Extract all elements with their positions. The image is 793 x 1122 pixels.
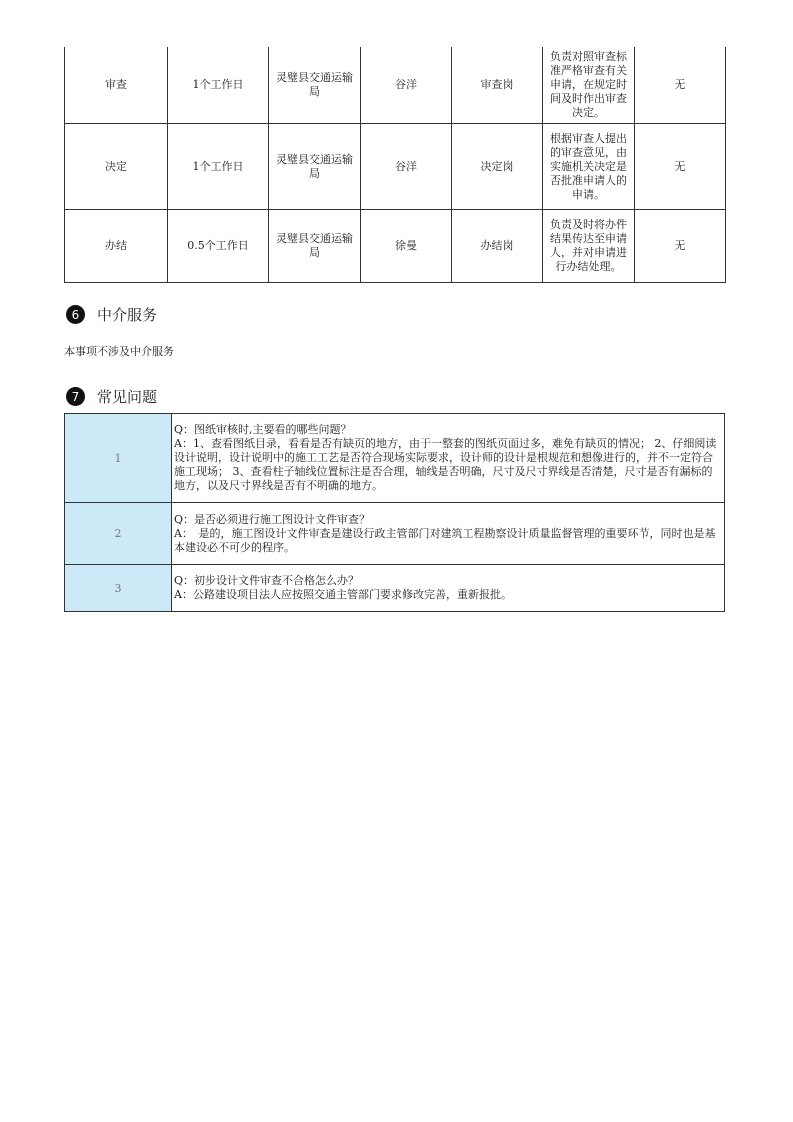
section-title: 中介服务 [97,306,158,324]
number-badge: 6 [66,305,85,324]
time-cell: 0.5个工作日 [168,210,269,283]
time-cell: 1个工作日 [168,47,269,124]
person-cell: 谷洋 [361,124,452,210]
time-cell: 1个工作日 [168,124,269,210]
faq-table [64,413,725,612]
desc-cell: 负责及时将办件结果传达至申请人，并对申请进行办结处理。 [543,210,635,283]
faq-row [65,503,725,565]
desc-cell: 负责对照审查标准严格审查有关申请，在规定时间及时作出审查决定。 [543,47,635,124]
person-cell: 徐曼 [361,210,452,283]
faq-number: 1 [65,414,172,503]
section-title: 常见问题 [97,388,158,406]
table-row [65,124,726,210]
note-cell: 无 [635,210,726,283]
post-cell: 办结岗 [452,210,543,283]
dept-cell: 灵璧县交通运输局 [269,47,361,124]
note-cell: 无 [635,47,726,124]
step-cell: 决定 [65,124,168,210]
intermediary-note: 本事项不涉及中介服务 [64,345,174,358]
section-heading-faq [66,386,157,407]
faq-content [172,565,725,612]
faq-answer: A：公路建设项目法人应按照交通主管部门要求修改完善，重新报批。 [174,588,512,601]
post-cell: 审查岗 [452,47,543,124]
step-cell: 审查 [65,47,168,124]
faq-question: Q：是否必须进行施工图设计文件审查？ [174,512,371,526]
section-heading-intermediary [66,304,157,325]
faq-number: 2 [65,503,172,565]
note-cell: 无 [635,124,726,210]
faq-content [172,414,725,503]
faq-row [65,565,725,612]
faq-number: 3 [65,565,172,612]
dept-cell: 灵璧县交通运输局 [269,124,361,210]
step-cell: 办结 [65,210,168,283]
faq-answer: A：1、查看图纸目录，看看是否有缺页的地方，由于一整套的图纸页面过多，难免有缺页的情况； 2、仔细阅读设计说明，设计说明中的施工工艺是否符合现场实际要求，设计师的设计是根规范和想像进行的，并不一定符合施工现场； 3、查看柱子轴线位置标注是否合理，轴线是否明确，尺寸及尺寸界线是否清楚，尺寸是否有漏标的地方，以及尺寸界线是否有不明确的地方。 [174,437,717,492]
table-row [65,210,726,283]
person-cell: 谷洋 [361,47,452,124]
faq-content [172,503,725,565]
desc-cell: 根据审查人提出的审查意见，由实施机关决定是否批准申请人的申请。 [543,124,635,210]
dept-cell: 灵璧县交通运输局 [269,210,361,283]
faq-answer: A： 是的，施工图设计文件审查是建设行政主管部门对建筑工程勘察设计质量监督管理的重要环节，同时也是基本建设必不可少的程序。 [174,526,716,554]
process-table [64,47,726,283]
faq-row [65,414,725,503]
number-badge: 7 [66,387,85,406]
faq-question: Q：初步设计文件审查不合格怎么办？ [174,574,360,587]
post-cell: 决定岗 [452,124,543,210]
table-row [65,47,726,124]
faq-question: Q：图纸审核时,主要看的哪些问题？ [174,423,352,436]
